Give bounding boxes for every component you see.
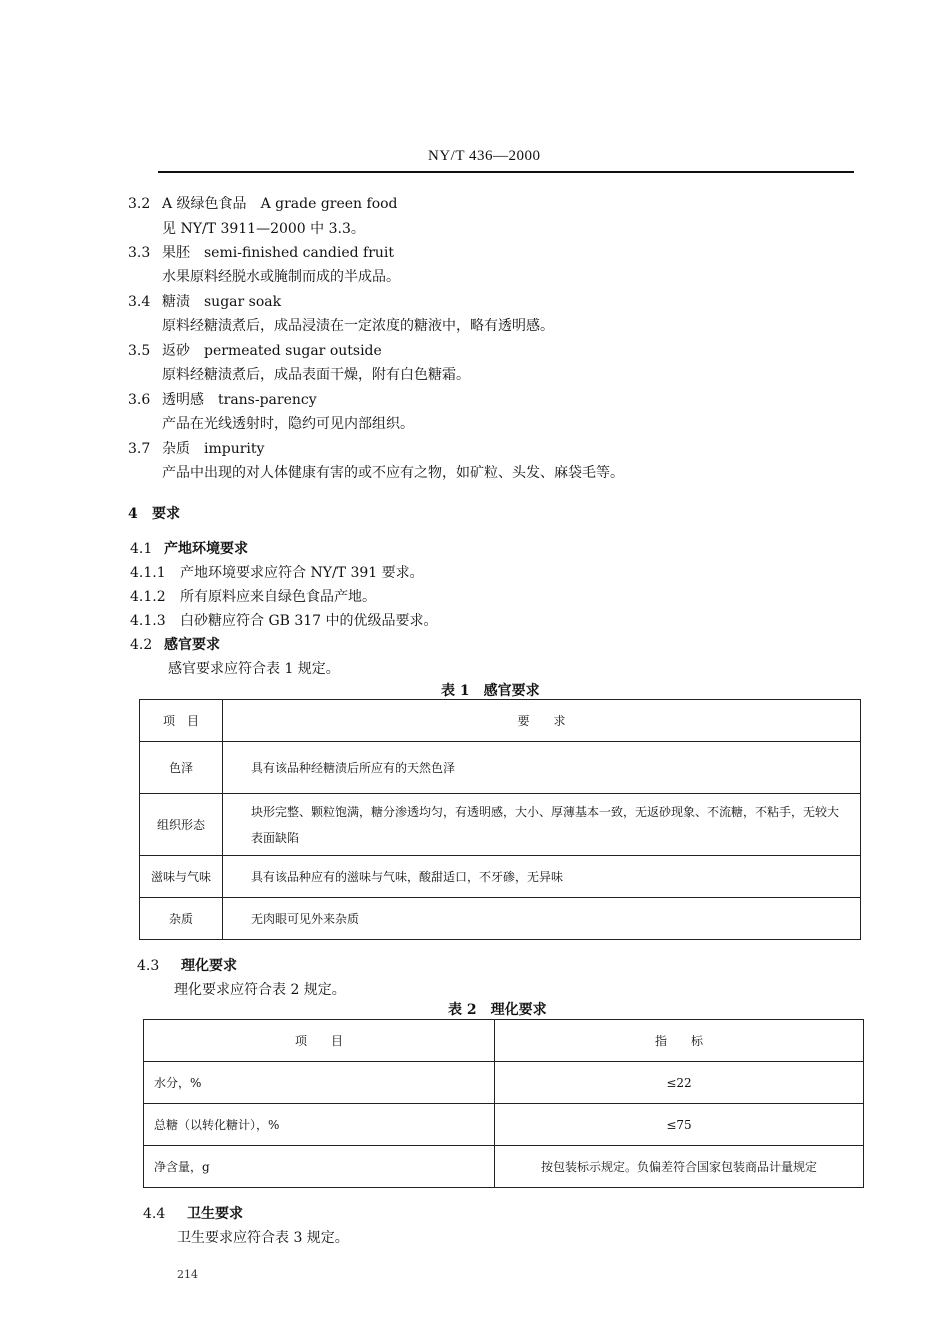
header-value: 指 标 [495,1020,864,1062]
section-number: 4.1 [130,541,153,557]
section-text: 白砂糖应符合 GB 317 中的优级品要求。 [180,613,438,629]
row-requirement: 无肉眼可见外来杂质 [223,898,861,940]
section-number: 4.4 [143,1206,166,1222]
row-value: ≤22 [495,1062,864,1104]
table-header-row [140,700,861,742]
term-zh: 透明感 [162,392,204,408]
section-4-1-2 [130,586,376,606]
header-item: 项 目 [144,1020,495,1062]
section-title: 感官要求 [164,637,220,653]
header-item: 项 目 [140,700,223,742]
section-text: 产地环境要求应符合 NY/T 391 要求。 [180,565,424,581]
row-item: 水分，% [144,1062,495,1104]
row-value: 按包装标示规定。负偏差符合国家包装商品计量规定 [495,1146,864,1188]
section-number: 4.1.1 [130,565,166,581]
term-en: impurity [204,441,265,457]
table-header-row [144,1020,864,1062]
term-zh: A 级绿色食品 [162,196,247,212]
section-number: 4.1.2 [130,589,166,605]
row-requirement: 具有该品种经糖渍后所应有的天然色泽 [223,742,861,794]
definition-3-3: 水果原料经脱水或腌制而成的半成品。 [162,269,400,285]
section-number: 3.5 [128,343,151,359]
row-item: 净含量，g [144,1146,495,1188]
standard-code-header: NY/T 436—2000 [428,148,541,164]
header-requirement: 要 求 [223,700,861,742]
table-row [144,1104,864,1146]
table-row [140,856,861,898]
section-4-3-text: 理化要求应符合表 2 规定。 [174,982,346,998]
table-row [140,794,861,856]
chapter-title: 要求 [152,506,180,522]
term-zh: 果胚 [162,245,190,261]
section-4-2-text: 感官要求应符合表 1 规定。 [168,661,340,677]
row-item: 滋味与气味 [140,856,223,898]
row-item: 杂质 [140,898,223,940]
section-4-2 [130,634,220,654]
table-2-caption: 表 2 理化要求 [448,1002,547,1018]
section-3-3 [128,242,394,262]
term-en: trans-parency [218,392,317,408]
table-row [140,742,861,794]
row-item: 组织形态 [140,794,223,856]
section-number: 4.2 [130,637,153,653]
section-number: 3.6 [128,392,151,408]
section-4-4 [143,1203,243,1223]
page-number: 214 [177,1268,198,1281]
term-en: A grade green food [260,196,398,212]
term-en: sugar soak [204,294,282,310]
sensory-requirements-table [139,699,861,940]
section-3-5 [128,340,382,360]
definition-3-5: 原料经糖渍煮后，成品表面干燥，附有白色糖霜。 [162,367,470,383]
section-title: 产地环境要求 [164,541,248,557]
row-item: 总糖（以转化糖计），% [144,1104,495,1146]
physicochemical-requirements-table [143,1019,864,1188]
definition-3-6: 产品在光线透射时，隐约可见内部组织。 [162,416,414,432]
header-rule [158,171,854,173]
section-title: 卫生要求 [187,1206,243,1222]
section-number: 3.2 [128,196,151,212]
section-4-1-1 [130,562,424,582]
section-3-7 [128,438,264,458]
section-number: 3.4 [128,294,151,310]
section-4-3 [137,955,237,975]
section-4-4-text: 卫生要求应符合表 3 规定。 [177,1230,349,1246]
section-number: 4.3 [137,958,160,974]
row-requirement: 块形完整、颗粒饱满，糖分渗透均匀，有透明感，大小、厚薄基本一致，无返砂现象、不流糖，不粘手，无较大表面缺陷 [223,794,861,856]
term-en: permeated sugar outside [204,343,382,359]
term-zh: 糖渍 [162,294,190,310]
term-zh: 返砂 [162,343,190,359]
table-row [140,898,861,940]
row-item: 色泽 [140,742,223,794]
section-number: 3.3 [128,245,151,261]
chapter-4-heading [128,503,180,523]
row-value: ≤75 [495,1104,864,1146]
table-1-caption: 表 1 感官要求 [441,683,540,699]
table-row [144,1062,864,1104]
definition-3-7: 产品中出现的对人体健康有害的或不应有之物，如矿粒、头发、麻袋毛等。 [162,465,624,481]
term-zh: 杂质 [162,441,190,457]
section-3-6 [128,389,317,409]
definition-3-4: 原料经糖渍煮后，成品浸渍在一定浓度的糖液中，略有透明感。 [162,318,554,334]
section-number: 4.1.3 [130,613,166,629]
term-en: semi-finished candied fruit [204,245,395,261]
table-row [144,1146,864,1188]
section-title: 理化要求 [181,958,237,974]
section-4-1 [130,538,248,558]
section-4-1-3 [130,610,438,630]
section-text: 所有原料应来自绿色食品产地。 [180,589,376,605]
definition-3-2: 见 NY/T 3911—2000 中 3.3。 [162,221,365,237]
section-3-2 [128,193,398,213]
row-requirement: 具有该品种应有的滋味与气味，酸甜适口，不牙碜，无异味 [223,856,861,898]
section-number: 3.7 [128,441,151,457]
chapter-number: 4 [128,506,138,522]
section-3-4 [128,291,281,311]
